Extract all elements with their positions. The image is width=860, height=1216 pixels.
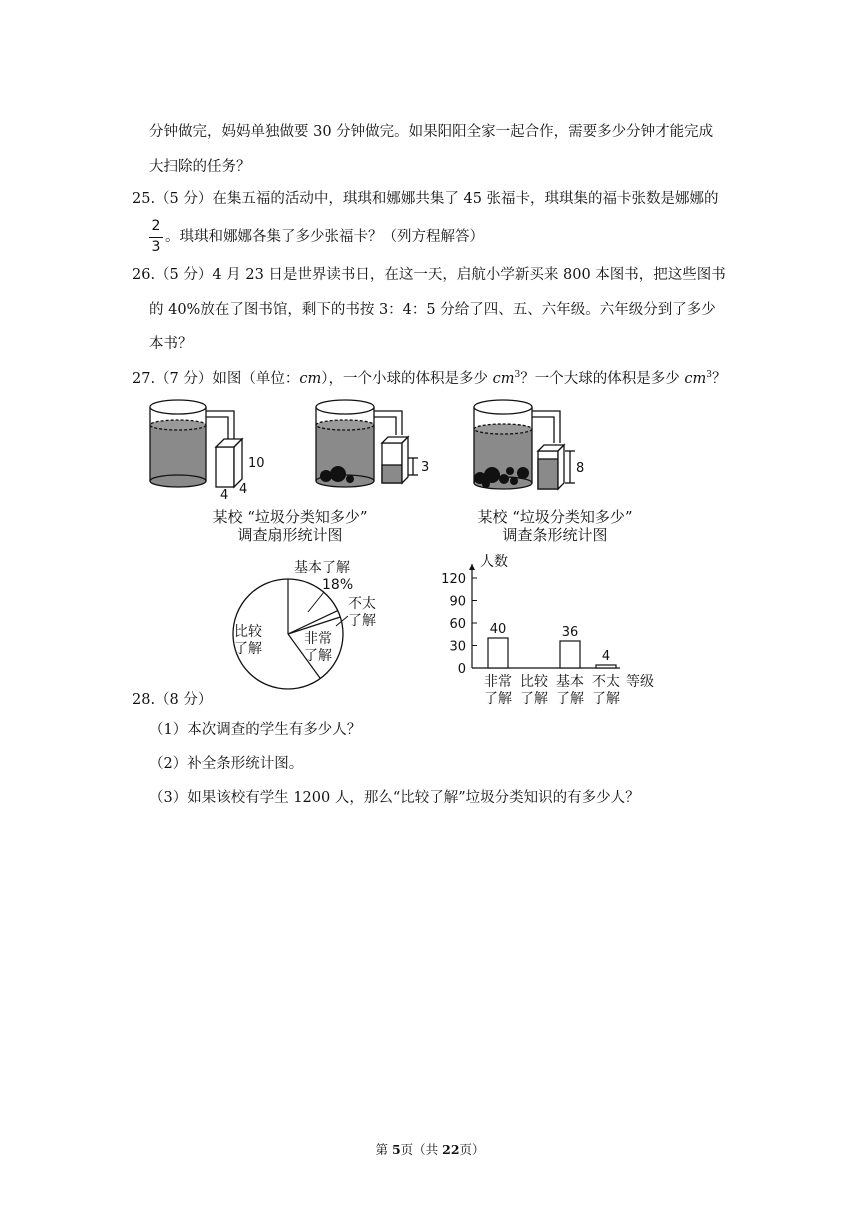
- q28-sub-1: （1）本次调查的学生有多少人？: [149, 722, 362, 738]
- x-tick-label-2-0: 基本: [556, 674, 584, 690]
- q28-sub-2: （2）补全条形统计图。: [149, 756, 304, 772]
- rise-small-label: 3: [421, 460, 430, 475]
- q28-sub-3: （3）如果该校有学生 1200 人，那么“比较了解”垃圾分类知识的有多少人？: [149, 790, 640, 806]
- q27-unit: cm: [299, 371, 322, 387]
- rise-big-label: 8: [576, 461, 585, 476]
- q27-sup: 3: [514, 370, 521, 380]
- fraction-bar: [149, 237, 163, 238]
- footer-prefix: 第: [375, 1142, 392, 1157]
- pie-label-basic: 基本了解: [294, 560, 350, 576]
- pie-label-not-line1: 不太: [348, 596, 376, 612]
- x-tick-label-0-1: 了解: [484, 691, 512, 707]
- pie-chart-caption: [180, 508, 400, 544]
- page-footer: [0, 1140, 860, 1158]
- q27-unit2: cm: [492, 371, 515, 387]
- x-axis-label: 等级: [626, 674, 654, 690]
- q27-unit3: cm: [684, 371, 707, 387]
- q27-end: ？: [711, 371, 727, 387]
- page-number: 5: [391, 1142, 401, 1157]
- q24-line-1: 分钟做完，妈妈单独做要 30 分钟做完。如果阳阳全家一起合作，需要多少分钟才能完成: [149, 124, 714, 140]
- y-tick-label-120: 120: [441, 572, 466, 587]
- y-tick-label-60: 60: [449, 617, 466, 632]
- bar-value-label-2: 36: [561, 625, 579, 640]
- x-tick-label-2-1: 了解: [556, 691, 584, 707]
- q26-line-3: 本书？: [149, 336, 193, 352]
- x-tick-label-1-1: 了解: [520, 691, 548, 707]
- bar-2: [560, 641, 580, 668]
- page-total: 22: [442, 1142, 460, 1157]
- height-label: 10: [248, 456, 265, 471]
- pie-label-cmp-line2: 了解: [234, 641, 262, 657]
- bar-value-label-3: 4: [601, 649, 611, 664]
- fraction-denominator: 3: [151, 239, 161, 255]
- x-tick-label-3-0: 不太: [592, 674, 620, 690]
- y-axis-arrow: [469, 564, 475, 570]
- q25-line-1: 25.（5 分）在集五福的活动中，琪琪和娜娜共集了 45 张福卡，琪琪集的福卡张数是娜娜的: [132, 191, 719, 207]
- q27-sup2: 3: [706, 370, 712, 380]
- bar-caption-line-1: 某校 “垃圾分类知多少”: [477, 508, 633, 526]
- pie-label-very-line2: 了解: [304, 648, 332, 664]
- y-axis-label: 人数: [480, 554, 508, 570]
- footer-mid: 页（共: [400, 1142, 443, 1157]
- q26-line-1: 26.（5 分）4 月 23 日是世界读书日，在这一天，启航小学新买来 800 本图书，把这些图书: [132, 267, 726, 283]
- pie-label-very-line1: 非常: [304, 631, 332, 647]
- q28-header: 28.（8 分）: [132, 692, 213, 708]
- bar-chart: [430, 548, 670, 710]
- bar-0: [488, 638, 508, 668]
- bar-value-label-0: 40: [489, 622, 507, 637]
- bar-3: [596, 665, 616, 668]
- fraction-numerator: 2: [151, 218, 161, 234]
- x-tick-label-0-0: 非常: [484, 674, 512, 690]
- q27-mid: ），一个小球的体积是多少: [321, 371, 493, 387]
- pie-label-cmp-line1: 比较: [234, 624, 262, 640]
- x-tick-label-1-0: 比较: [520, 674, 548, 690]
- pie-label-not-line2: 了解: [348, 613, 376, 629]
- q27-mid2: ？一个大球的体积是多少: [520, 371, 685, 387]
- y-tick-label-0: 0: [457, 662, 466, 677]
- q24-line-2: 大扫除的任务？: [149, 159, 251, 175]
- pie-caption-line-1: 某校 “垃圾分类知多少”: [212, 508, 368, 526]
- q27-prefix: 27.（7 分）如图（单位：: [132, 371, 300, 387]
- pie-label-basic-pct: 18%: [322, 577, 354, 593]
- y-tick-label-90: 90: [449, 594, 466, 610]
- width-label: 4: [220, 488, 229, 503]
- pie-chart: [220, 550, 410, 700]
- depth-label: 4: [239, 482, 248, 497]
- q25-line-2: 。琪琪和娜娜各集了多少张福卡？（列方程解答）: [165, 229, 484, 245]
- bar-chart-caption: [445, 508, 665, 544]
- footer-suffix: 页）: [459, 1142, 485, 1157]
- y-tick-label-30: 30: [449, 639, 466, 655]
- q27-question: [132, 369, 726, 389]
- pie-caption-line-2: 调查扇形统计图: [237, 526, 343, 544]
- container-figure: [140, 395, 600, 505]
- bar-caption-line-2: 调查条形统计图: [502, 526, 608, 544]
- x-tick-label-3-1: 了解: [592, 691, 620, 707]
- q26-line-2: 的 40%放在了图书馆，剩下的书按 3：4：5 分给了四、五、六年级。六年级分到了多少: [149, 302, 716, 318]
- container-1: [150, 400, 242, 487]
